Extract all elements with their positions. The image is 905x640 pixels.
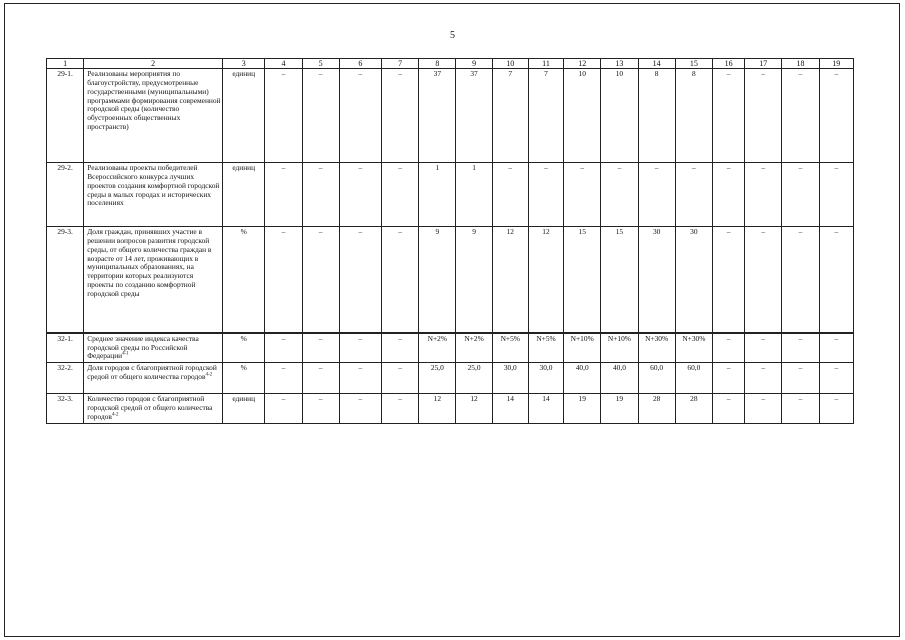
column-header: 8 [419,59,456,69]
value-cell: – [382,363,419,394]
value-cell: – [745,333,782,363]
value-cell: 25,0 [419,363,456,394]
column-header: 2 [84,59,223,69]
value-cell: – [782,394,819,424]
indicator-name-text: Доля городов с благоприятной городской средой от общего количества городов [87,363,217,382]
column-header: 13 [601,59,638,69]
value-cell: – [819,69,853,163]
value-cell: 19 [601,394,638,424]
table-row [47,394,854,424]
value-cell: 12 [492,227,528,333]
value-cell: – [265,363,302,394]
indicator-name [84,69,223,163]
value-cell: – [675,163,712,227]
column-header: 18 [782,59,819,69]
value-cell: N+30% [675,333,712,363]
value-cell: 28 [638,394,675,424]
value-cell: – [339,363,381,394]
value-cell: – [265,333,302,363]
value-cell: 40,0 [564,363,601,394]
value-cell: 10 [564,69,601,163]
value-cell: – [712,363,744,394]
indicator-name [84,333,223,363]
value-cell: 7 [492,69,528,163]
value-cell: 1 [456,163,492,227]
column-header: 3 [223,59,265,69]
value-cell: – [492,163,528,227]
value-cell: – [782,227,819,333]
column-header: 5 [302,59,339,69]
row-code: 29-1. [47,69,84,163]
indicator-name [84,163,223,227]
column-header: 14 [638,59,675,69]
table-row [47,333,854,363]
value-cell: 37 [456,69,492,163]
column-header: 7 [382,59,419,69]
value-cell: – [745,394,782,424]
value-cell: – [782,69,819,163]
indicator-name-text: Количество городов с благоприятной городской средой от общего количества городов [87,394,213,421]
value-cell: 8 [638,69,675,163]
value-cell: – [265,394,302,424]
value-cell: – [302,163,339,227]
value-cell: – [302,227,339,333]
value-cell: – [782,163,819,227]
row-code: 32-2. [47,363,84,394]
value-cell: 40,0 [601,363,638,394]
value-cell: 7 [528,69,563,163]
table-row [47,363,854,394]
value-cell: – [712,163,744,227]
value-cell: – [528,163,563,227]
value-cell: – [745,69,782,163]
value-cell: – [302,333,339,363]
value-cell: – [339,394,381,424]
value-cell: – [712,227,744,333]
value-cell: – [339,163,381,227]
value-cell: – [265,163,302,227]
value-cell: – [638,163,675,227]
value-cell: – [564,163,601,227]
value-cell: – [302,69,339,163]
indicator-name-text: Среднее значение индекса качества городской среды по Российской Федерации [87,333,199,361]
value-cell: 60,0 [638,363,675,394]
value-cell: – [382,227,419,333]
value-cell: – [819,363,853,394]
row-code: 32-1. [47,333,84,363]
unit-cell: единиц [223,394,265,424]
indicators-table [46,58,854,424]
value-cell: 9 [456,227,492,333]
indicator-name-text: Реализованы проекты победителей Всероссийского конкурса лучших проектов создания комфортной городской среды в малых городах и исторических поселениях [87,163,220,208]
value-cell: – [712,333,744,363]
value-cell: 25,0 [456,363,492,394]
value-cell: N+5% [492,333,528,363]
value-cell: – [382,163,419,227]
value-cell: N+5% [528,333,563,363]
table-row [47,227,854,333]
column-header: 10 [492,59,528,69]
value-cell: – [745,363,782,394]
value-cell: – [782,333,819,363]
table-row [47,69,854,163]
value-cell: 15 [564,227,601,333]
column-header: 17 [745,59,782,69]
value-cell: – [819,394,853,424]
unit-cell: единиц [223,69,265,163]
value-cell: – [819,333,853,363]
row-code: 32-3. [47,394,84,424]
value-cell: 37 [419,69,456,163]
indicator-name [84,394,223,424]
value-cell: N+2% [456,333,492,363]
value-cell: 14 [492,394,528,424]
value-cell: – [745,227,782,333]
value-cell: – [339,227,381,333]
header-row [47,59,854,69]
value-cell: 12 [456,394,492,424]
value-cell: 30 [675,227,712,333]
value-cell: – [339,333,381,363]
column-header: 12 [564,59,601,69]
value-cell: – [265,69,302,163]
value-cell: – [382,333,419,363]
value-cell: 12 [528,227,563,333]
value-cell: – [302,394,339,424]
column-header: 11 [528,59,563,69]
value-cell: 19 [564,394,601,424]
value-cell: 60,0 [675,363,712,394]
value-cell: 8 [675,69,712,163]
value-cell: 14 [528,394,563,424]
indicator-name-text: Доля граждан, принявших участие в решении вопросов развития городской среды, от общего количества граждан в возрасте от 14 лет, проживающих в муниципальных образованиях, на территории которых реализуются проекты по созданию комфортной городской среды [87,227,212,298]
column-header: 1 [47,59,84,69]
value-cell: – [712,394,744,424]
value-cell: – [382,69,419,163]
value-cell: – [819,163,853,227]
value-cell: 1 [419,163,456,227]
unit-cell: % [223,363,265,394]
value-cell: 30 [638,227,675,333]
value-cell: N+30% [638,333,675,363]
value-cell: 15 [601,227,638,333]
value-cell: N+2% [419,333,456,363]
indicator-name [84,227,223,333]
footnote-ref: 4-2 [205,372,213,378]
column-header: 19 [819,59,853,69]
page-number: 5 [450,30,455,41]
value-cell: N+10% [601,333,638,363]
row-code: 29-2. [47,163,84,227]
value-cell: – [712,69,744,163]
footnote-ref: 4-1 [122,351,129,357]
value-cell: – [601,163,638,227]
indicator-name [84,363,223,394]
value-cell: – [382,394,419,424]
column-header: 6 [339,59,381,69]
value-cell: 9 [419,227,456,333]
value-cell: – [745,163,782,227]
value-cell: – [265,227,302,333]
value-cell: 30,0 [492,363,528,394]
unit-cell: % [223,333,265,363]
column-header: 15 [675,59,712,69]
footnote-ref: 4-2 [111,412,119,418]
value-cell: 28 [675,394,712,424]
value-cell: – [302,363,339,394]
unit-cell: % [223,227,265,333]
column-header: 16 [712,59,744,69]
value-cell: – [339,69,381,163]
value-cell: 30,0 [528,363,563,394]
indicator-name-text: Реализованы мероприятия по благоустройству, предусмотренные государственными (муниципальными) программами формирования современной городской среды (количество обустроенных общественных пространств) [87,69,221,131]
column-header: 9 [456,59,492,69]
value-cell: 10 [601,69,638,163]
value-cell: – [782,363,819,394]
value-cell: 12 [419,394,456,424]
value-cell: – [819,227,853,333]
column-header: 4 [265,59,302,69]
row-code: 29-3. [47,227,84,333]
unit-cell: единиц [223,163,265,227]
value-cell: N+10% [564,333,601,363]
table-row [47,163,854,227]
